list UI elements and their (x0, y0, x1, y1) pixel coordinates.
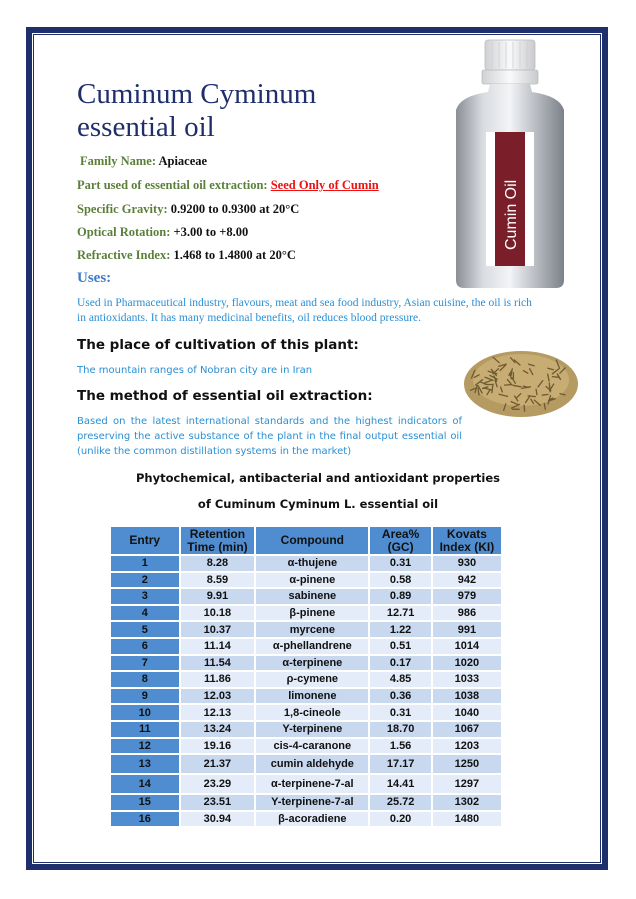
part-value-link[interactable]: Seed Only of Cumin (270, 178, 379, 192)
cell-kovats-index: 942 (432, 572, 502, 589)
cell-area: 0.31 (369, 704, 431, 721)
cell-entry: 9 (111, 688, 180, 705)
cumin-oil-bottle-image (440, 38, 580, 290)
cell-entry: 10 (111, 704, 180, 721)
specific-gravity-row (77, 202, 299, 217)
cell-kovats-index: 986 (432, 605, 502, 622)
cell-compound: limonene (255, 688, 369, 705)
cell-retention-time: 10.37 (180, 621, 256, 638)
table-row (111, 704, 502, 721)
cell-entry: 12 (111, 738, 180, 755)
bottle-label-text: Cumin Oil (503, 179, 520, 250)
cell-kovats-index: 979 (432, 588, 502, 605)
title-line-2: essential oil (77, 111, 215, 143)
cell-entry: 5 (111, 621, 180, 638)
cell-entry: 3 (111, 588, 180, 605)
cell-kovats-index: 1067 (432, 721, 502, 738)
cell-compound: α-terpinene (255, 655, 369, 672)
table-row (111, 572, 502, 589)
cell-retention-time: 11.54 (180, 655, 256, 672)
cell-entry: 16 (111, 811, 180, 827)
table-row (111, 794, 502, 811)
table-row (111, 774, 502, 794)
cell-retention-time: 12.03 (180, 688, 256, 705)
cell-retention-time: 10.18 (180, 605, 256, 622)
cell-retention-time: 30.94 (180, 811, 256, 827)
cell-retention-time: 8.28 (180, 555, 256, 572)
cell-retention-time: 23.29 (180, 774, 256, 794)
cumin-seeds-image (462, 338, 580, 420)
header-entry: Entry (111, 527, 180, 555)
title-line-1: Cuminum Cyminum (77, 78, 317, 110)
optical-rotation-row (77, 225, 248, 240)
cultivation-heading: The place of cultivation of this plant: (77, 337, 359, 353)
table-row (111, 605, 502, 622)
cell-area: 18.70 (369, 721, 431, 738)
cell-area: 12.71 (369, 605, 431, 622)
cell-compound: Y-terpinene (255, 721, 369, 738)
cell-entry: 1 (111, 555, 180, 572)
cell-area: 0.31 (369, 555, 431, 572)
header-area: Area% (GC) (369, 527, 431, 555)
table-row (111, 754, 502, 774)
refractive-index-row (77, 248, 296, 263)
cell-area: 0.58 (369, 572, 431, 589)
cell-retention-time: 13.24 (180, 721, 256, 738)
family-value: Apiaceae (158, 154, 208, 168)
cell-area: 4.85 (369, 671, 431, 688)
cell-area: 0.36 (369, 688, 431, 705)
table-row (111, 811, 502, 827)
cell-area: 0.51 (369, 638, 431, 655)
cell-retention-time: 11.86 (180, 671, 256, 688)
cell-compound: α-phellandrene (255, 638, 369, 655)
cell-area: 25.72 (369, 794, 431, 811)
cell-kovats-index: 930 (432, 555, 502, 572)
cell-kovats-index: 1203 (432, 738, 502, 755)
page-title (77, 78, 316, 144)
gravity-value: 0.9200 to 0.9300 at 20°C (170, 202, 300, 216)
cell-retention-time: 12.13 (180, 704, 256, 721)
cell-compound: sabinene (255, 588, 369, 605)
cell-kovats-index: 1302 (432, 794, 502, 811)
cell-kovats-index: 1033 (432, 671, 502, 688)
table-row (111, 638, 502, 655)
cell-compound: β-acoradiene (255, 811, 369, 827)
cell-retention-time: 19.16 (180, 738, 256, 755)
cell-retention-time: 8.59 (180, 572, 256, 589)
table-row (111, 588, 502, 605)
cell-area: 0.89 (369, 588, 431, 605)
cell-retention-time: 21.37 (180, 754, 256, 774)
cell-kovats-index: 1038 (432, 688, 502, 705)
table-row (111, 738, 502, 755)
cell-area: 0.20 (369, 811, 431, 827)
family-label: Family Name: (80, 154, 157, 168)
cell-area: 1.56 (369, 738, 431, 755)
cell-kovats-index: 1020 (432, 655, 502, 672)
cell-compound: 1,8-cineole (255, 704, 369, 721)
cell-entry: 14 (111, 774, 180, 794)
cell-entry: 11 (111, 721, 180, 738)
cell-compound: β-pinene (255, 605, 369, 622)
cell-compound: α-terpinene-7-al (255, 774, 369, 794)
cell-entry: 2 (111, 572, 180, 589)
table-row (111, 621, 502, 638)
uses-heading: Uses: (77, 270, 112, 286)
cell-compound: Y-terpinene-7-al (255, 794, 369, 811)
rotation-label: Optical Rotation: (77, 225, 171, 239)
cell-area: 17.17 (369, 754, 431, 774)
cell-area: 1.22 (369, 621, 431, 638)
cell-compound: cumin aldehyde (255, 754, 369, 774)
cell-entry: 13 (111, 754, 180, 774)
gravity-label: Specific Gravity: (77, 202, 168, 216)
cell-entry: 6 (111, 638, 180, 655)
header-retention-time: Retention Time (min) (180, 527, 256, 555)
cell-area: 14.41 (369, 774, 431, 794)
header-kovats-index: Kovats Index (KI) (432, 527, 502, 555)
cell-kovats-index: 1297 (432, 774, 502, 794)
cell-kovats-index: 991 (432, 621, 502, 638)
header-compound: Compound (255, 527, 369, 555)
cell-kovats-index: 1480 (432, 811, 502, 827)
table-title-line-2: of Cuminum Cyminum L. essential oil (197, 497, 439, 511)
part-used-row (77, 178, 379, 193)
cell-entry: 4 (111, 605, 180, 622)
cell-kovats-index: 1014 (432, 638, 502, 655)
uses-text: Used in Pharmaceutical industry, flavours, meat and sea food industry, Asian cuisine, the oil is rich in antioxidants. It has many medicinal benefits, oil reduces blood pressure. (77, 297, 532, 324)
table-row (111, 688, 502, 705)
part-label: Part used of essential oil extraction: (77, 178, 268, 192)
cell-retention-time: 23.51 (180, 794, 256, 811)
cultivation-text: The mountain ranges of Nobran city are in Iran (77, 365, 313, 376)
table-title-line-1: Phytochemical, antibacterial and antioxidant properties (135, 471, 501, 485)
cell-area: 0.17 (369, 655, 431, 672)
cell-retention-time: 9.91 (180, 588, 256, 605)
refractive-label: Refractive Index: (77, 248, 171, 262)
table-row (111, 721, 502, 738)
table-row (111, 655, 502, 672)
cell-entry: 8 (111, 671, 180, 688)
cell-compound: ρ-cymene (255, 671, 369, 688)
table-header-row (111, 527, 502, 555)
table-row (111, 671, 502, 688)
cell-kovats-index: 1040 (432, 704, 502, 721)
cell-compound: α-thujene (255, 555, 369, 572)
cell-entry: 15 (111, 794, 180, 811)
cell-kovats-index: 1250 (432, 754, 502, 774)
properties-table (111, 527, 503, 826)
cell-compound: cis-4-caranone (255, 738, 369, 755)
table-row (111, 555, 502, 572)
method-heading: The method of essential oil extraction: (77, 388, 373, 404)
cell-compound: α-pinene (255, 572, 369, 589)
rotation-value: +3.00 to +8.00 (173, 225, 249, 239)
method-text: Based on the latest international standards and the highest indicators of preserving the active substance of the plant in the final output essential oil (unlike the common distillation systems in the market) (77, 416, 462, 457)
cell-compound: myrcene (255, 621, 369, 638)
refractive-value: 1.468 to 1.4800 at 20°C (173, 248, 296, 262)
family-name-row (80, 154, 207, 169)
cell-entry: 7 (111, 655, 180, 672)
cell-retention-time: 11.14 (180, 638, 256, 655)
